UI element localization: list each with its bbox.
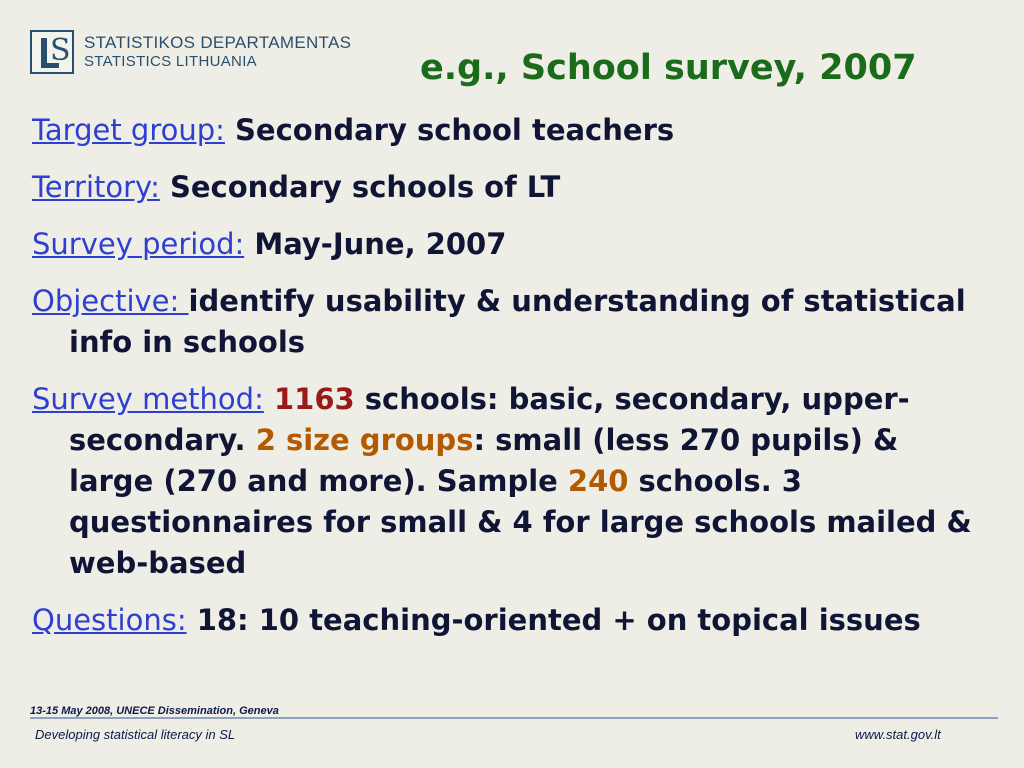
survey-method-item: [32, 379, 992, 584]
footer-divider: [30, 717, 998, 719]
target-group-item: [32, 110, 992, 151]
size-groups: 2 size groups: [255, 423, 474, 457]
slide-body: [32, 110, 992, 657]
target-group-text: Secondary school teachers: [224, 113, 675, 147]
survey-method-label: Survey method:: [32, 382, 264, 416]
school-count: 1163: [273, 382, 355, 416]
territory-item: [32, 167, 992, 208]
logo-line-2: STATISTICS LITHUANIA: [84, 53, 257, 70]
survey-method-text-2: : small (less 270 pupils) & large (270 and more). Sample: [69, 423, 899, 498]
sample-size: 240: [567, 464, 629, 498]
slide-title: e.g., School survey, 2007: [420, 48, 917, 88]
survey-method-text-3: schools. 3 questionnaires for small & 4 for large schools mailed & web-based: [69, 464, 972, 580]
objective-item: [32, 281, 992, 363]
survey-period-label: Survey period:: [32, 227, 245, 261]
footer-subtitle: Developing statistical literacy in SL: [35, 727, 236, 742]
objective-label: Objective:: [32, 284, 189, 318]
logo-mark-icon: S: [30, 30, 74, 74]
survey-period-item: [32, 224, 992, 265]
questions-item: [32, 600, 992, 641]
survey-method-text-1: schools: basic, secondary, upper-secondary.: [69, 382, 910, 457]
logo-text: [84, 33, 351, 71]
target-group-label: Target group:: [32, 113, 225, 147]
territory-label: Territory:: [32, 170, 160, 204]
questions-label: Questions:: [32, 603, 187, 637]
territory-text: Secondary schools of LT: [159, 170, 561, 204]
questions-text: 18: 10 teaching-oriented + on topical issues: [186, 603, 921, 637]
footer-url: www.stat.gov.lt: [855, 727, 941, 742]
objective-text: identify usability & understanding of statistical info in schools: [69, 284, 966, 359]
footer-event: 13-15 May 2008, UNECE Dissemination, Geneva: [30, 705, 279, 717]
survey-period-text: May-June, 2007: [244, 227, 507, 261]
logo-line-1: STATISTIKOS DEPARTAMENTAS: [84, 33, 352, 52]
